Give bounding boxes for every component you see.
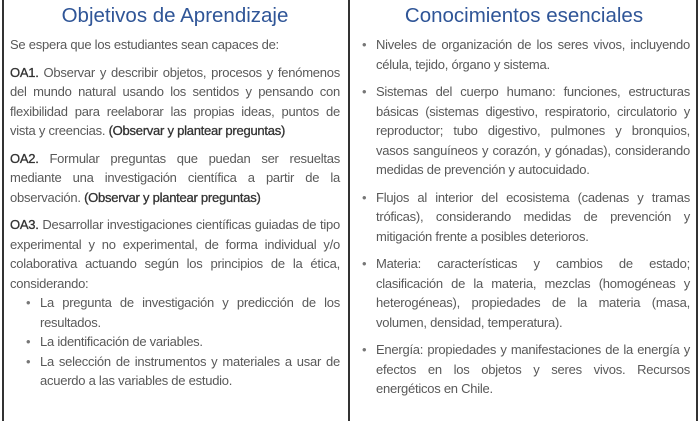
document-table	[2, 0, 698, 421]
objective-code: OA2.	[10, 150, 39, 166]
objective-text: Formular preguntas que puedan ser resueltas mediante una investigación científica a partir de la observación.	[10, 150, 340, 205]
list-item: • Energía: propiedades y manifestaciones de la energía y efectos en los objetos y seres vivos. Recursos energéticos en Chile.	[358, 340, 690, 399]
objective-oa2	[10, 149, 340, 208]
objective-code: OA3.	[10, 217, 39, 232]
learning-objectives-column	[4, 0, 350, 421]
objective-text: Observar y describir objetos, procesos y fenómenos del mundo natural usando los sentidos y pensando con flexibilidad para reelaborar las propias ideas, puntos de vista y creencias.	[10, 64, 340, 138]
intro-text: Se espera que los estudiantes sean capaces de:	[10, 37, 279, 52]
objective-text: Desarrollar investigaciones científicas guiadas de tipo experimental y no experimental, de forma individual y/o colaborativa actuando según los principios de la ética, considerando:	[10, 217, 340, 291]
objective-skill: (Observar y plantear preguntas)	[108, 123, 286, 138]
objective-oa1	[10, 63, 340, 141]
list-item: • Niveles de organización de los seres vivos, incluyendo célula, tejido, órgano y sistema.	[358, 35, 690, 74]
objective-skill: (Observar y plantear preguntas)	[84, 189, 261, 205]
objective-code: OA1.	[10, 64, 39, 80]
list-item: • Materia: características y cambios de estado; clasificación de la materia, mezclas (homogéneas y heterogéneas), propiedades de la materia (masa, volumen, densidad, temperatura).	[358, 254, 690, 332]
list-item: • La pregunta de investigación y predicción de los resultados.	[10, 293, 340, 332]
list-item: • La selección de instrumentos y materiales a usar de acuerdo a las variables de estudio.	[10, 352, 340, 391]
list-item: • Flujos al interior del ecosistema (cadenas y tramas tróficas), considerando medidas de prevención y mitigación frente a posibles deterioros.	[358, 188, 690, 247]
essential-knowledge-column	[350, 0, 696, 421]
list-item: • La identificación de variables.	[10, 332, 340, 352]
knowledge-list	[358, 35, 690, 399]
list-item: • Sistemas del cuerpo humano: funciones, estructuras básicas (sistemas digestivo, respiratorio, circulatorio y reproductor; tubo digestivo, pulmones y bronquios, vasos sanguíneos y corazón, y gónadas), considerando medidas de prevención y autocuidado.	[358, 82, 690, 180]
learning-objectives-title: Objetivos de Aprendizaje	[61, 4, 289, 27]
objective-oa3	[10, 215, 340, 293]
essential-knowledge-title: Conocimientos esenciales	[404, 4, 644, 27]
oa3-list	[10, 293, 340, 391]
